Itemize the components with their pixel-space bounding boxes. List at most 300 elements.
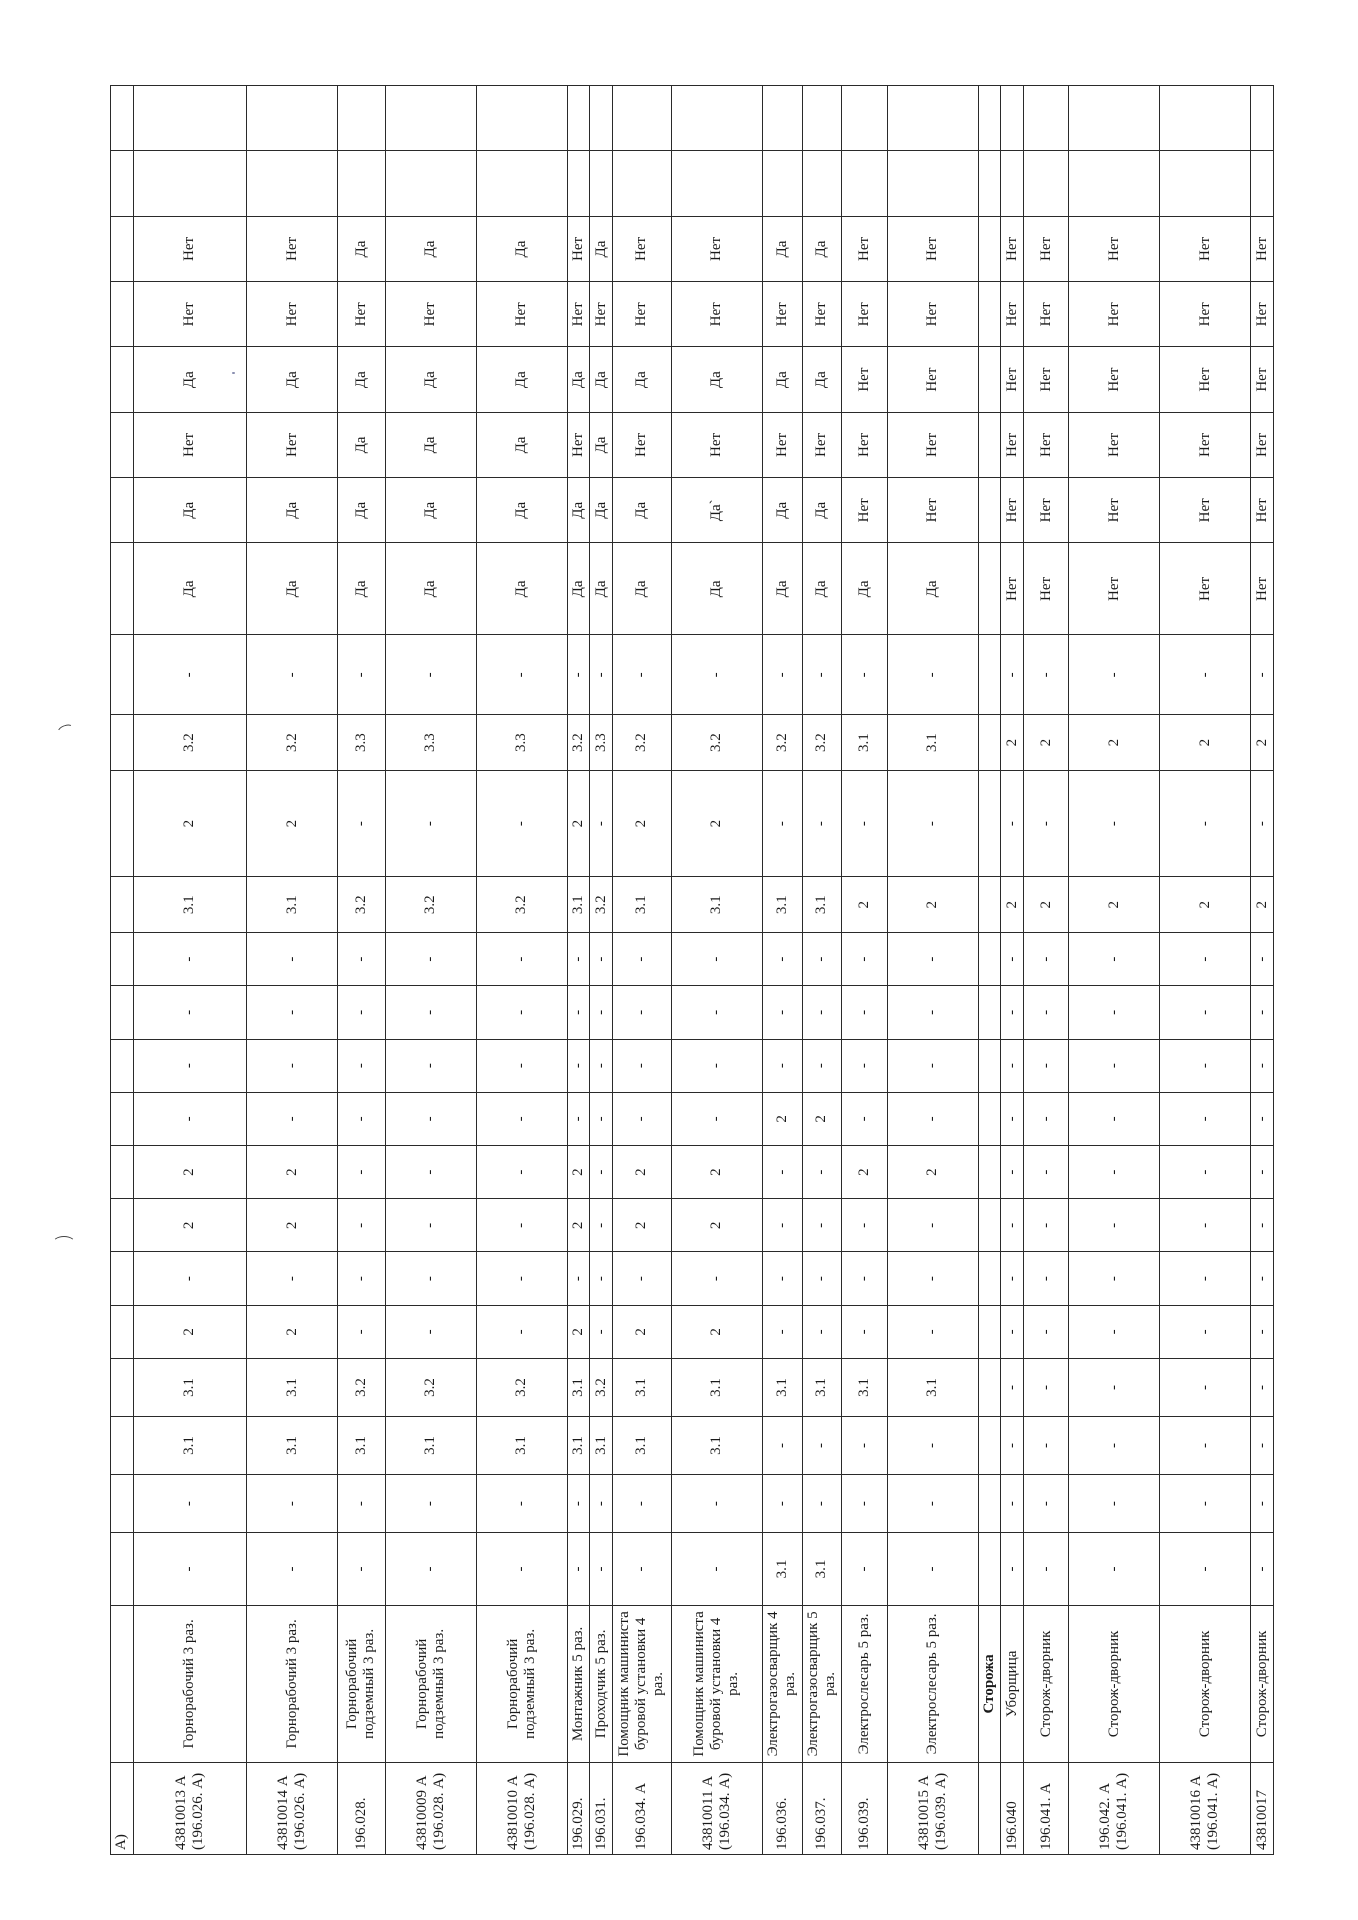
table-cell: - [1001, 1417, 1024, 1475]
table-cell: - [1024, 635, 1069, 715]
table-cell: Нет [1024, 412, 1069, 477]
table-cell: - [1160, 1092, 1251, 1145]
table-cell: Да [612, 347, 671, 412]
table-cell [111, 1475, 134, 1533]
table-cell: 3.3 [590, 715, 613, 771]
table-cell: 2 [612, 1305, 671, 1358]
table-cell: - [1024, 986, 1069, 1039]
table-cell: - [338, 1475, 386, 1533]
table-cell: Да [338, 543, 386, 635]
table-cell: - [133, 1533, 247, 1606]
rotated-table-wrapper [110, 85, 1274, 1855]
table-cell: - [1069, 1305, 1160, 1358]
table-cell: - [1001, 1145, 1024, 1198]
table-cell: - [385, 1475, 476, 1533]
table-cell: Нет [762, 412, 802, 477]
table-cell: Нет [887, 347, 978, 412]
table-cell [111, 715, 134, 771]
table-cell: - [1069, 1417, 1160, 1475]
table-cell [978, 1358, 1001, 1416]
table-cell: 3.1 [133, 877, 247, 933]
table-cell: - [567, 1533, 590, 1606]
table-cell: Да [385, 412, 476, 477]
table-cell [978, 347, 1001, 412]
table-cell [978, 986, 1001, 1039]
table-cell [802, 86, 842, 152]
table-cell: Да` [671, 478, 762, 543]
table-cell: Да [802, 347, 842, 412]
table-cell: Да [567, 478, 590, 543]
table-cell: - [842, 1252, 887, 1305]
table-cell: Нет [1251, 347, 1274, 412]
table-cell: 3.1 [247, 1358, 338, 1416]
table-cell: - [338, 770, 386, 876]
table-cell: Да [671, 347, 762, 412]
table-cell [762, 86, 802, 152]
table-cell: 3.3 [385, 715, 476, 771]
table-cell: 3.1 [567, 1358, 590, 1416]
table-cell: 3.2 [802, 715, 842, 771]
scan-mark [55, 722, 76, 739]
row-job-title: Проходчик 5 раз. [590, 1605, 613, 1762]
table-cell: - [1024, 1039, 1069, 1092]
table-row [887, 86, 978, 1855]
table-cell [842, 151, 887, 216]
table-cell: - [802, 1475, 842, 1533]
table-cell: - [1251, 1358, 1274, 1416]
table-cell: - [842, 986, 887, 1039]
table-cell: - [1160, 1305, 1251, 1358]
row-job-title: Электрогазосварщик 4 раз. [762, 1605, 802, 1762]
table-cell [111, 1252, 134, 1305]
table-cell: - [1001, 933, 1024, 986]
table-cell: - [1001, 635, 1024, 715]
row-code: 43810010 А (196.028. А) [476, 1763, 567, 1855]
table-cell: Да [842, 543, 887, 635]
table-cell: Да [133, 543, 247, 635]
table-cell: Нет [1069, 347, 1160, 412]
table-cell: 3.2 [338, 1358, 386, 1416]
table-cell: - [1024, 770, 1069, 876]
row-code: 196.041. А [1024, 1763, 1069, 1855]
table-cell: Нет [247, 216, 338, 281]
table-cell: - [476, 1092, 567, 1145]
table-cell: Да [887, 543, 978, 635]
table-cell: Да [385, 347, 476, 412]
table-cell: - [612, 635, 671, 715]
table-cell: - [1001, 1092, 1024, 1145]
table-cell: - [590, 1039, 613, 1092]
table-cell: - [762, 1039, 802, 1092]
table-cell: - [842, 770, 887, 876]
table-cell: - [1160, 770, 1251, 876]
table-cell: - [590, 1475, 613, 1533]
table-cell: - [1160, 1358, 1251, 1416]
table-cell [978, 635, 1001, 715]
table-cell: - [1160, 1417, 1251, 1475]
table-cell [111, 1039, 134, 1092]
table-cell: - [612, 1475, 671, 1533]
table-cell: 2 [887, 1145, 978, 1198]
table-cell: - [1251, 1417, 1274, 1475]
table-row [1160, 86, 1251, 1855]
table-cell: - [1160, 1039, 1251, 1092]
table-cell: - [762, 1475, 802, 1533]
table-cell: - [476, 933, 567, 986]
table-cell: Да [385, 216, 476, 281]
table-cell [133, 151, 247, 216]
table-cell: - [247, 1475, 338, 1533]
table-cell: 2 [802, 1092, 842, 1145]
row-code: 43810013 А (196.026. А) [133, 1763, 247, 1855]
table-cell [567, 151, 590, 216]
table-cell: - [1001, 1305, 1024, 1358]
table-cell: Нет [1024, 216, 1069, 281]
table-cell: - [1001, 770, 1024, 876]
table-cell: - [338, 1533, 386, 1606]
table-cell: Нет [385, 282, 476, 347]
table-cell: Нет [887, 412, 978, 477]
table-cell [978, 543, 1001, 635]
table-cell [978, 478, 1001, 543]
table-cell: Да [567, 347, 590, 412]
table-cell: Нет [1251, 216, 1274, 281]
table-cell [978, 1533, 1001, 1606]
table-cell [978, 1039, 1001, 1092]
scan-mark [52, 1236, 76, 1252]
table-cell: - [802, 1199, 842, 1252]
table-row [338, 86, 386, 1855]
table-cell [887, 151, 978, 216]
table-cell: - [1251, 1039, 1274, 1092]
table-cell: - [567, 1092, 590, 1145]
table-cell: - [476, 986, 567, 1039]
table-cell: - [762, 1417, 802, 1475]
table-cell: 3.1 [133, 1417, 247, 1475]
table-cell: Нет [133, 282, 247, 347]
table-cell: - [567, 1039, 590, 1092]
row-code: 196.037. [802, 1763, 842, 1855]
table-cell: - [1024, 1199, 1069, 1252]
row-job-title: Монтажник 5 раз. [567, 1605, 590, 1762]
table-cell: - [338, 1199, 386, 1252]
table-cell [111, 933, 134, 986]
table-cell [1251, 86, 1274, 152]
table-cell: Нет [842, 282, 887, 347]
table-cell: Нет [567, 216, 590, 281]
table-cell [111, 282, 134, 347]
table-cell: Нет [1069, 216, 1160, 281]
table-cell: - [842, 1199, 887, 1252]
table-cell [887, 86, 978, 152]
table-cell: Нет [1069, 412, 1160, 477]
table-cell: - [842, 933, 887, 986]
table-cell: 2 [247, 770, 338, 876]
table-cell: - [1024, 1092, 1069, 1145]
table-cell: Нет [1001, 282, 1024, 347]
table-cell: - [612, 986, 671, 1039]
table-cell: Да [338, 347, 386, 412]
table-cell: Нет [1001, 543, 1024, 635]
table-cell: Нет [612, 282, 671, 347]
table-cell: 2 [1251, 715, 1274, 771]
table-cell: - [385, 986, 476, 1039]
row-code: 196.042. А (196.041. А) [1069, 1763, 1160, 1855]
table-cell: - [338, 933, 386, 986]
table-cell: Нет [1024, 282, 1069, 347]
table-cell: Да [247, 543, 338, 635]
table-cell: - [887, 933, 978, 986]
row-code: 196.036. [762, 1763, 802, 1855]
row-job-title: Помощник машиниста буровой установки 4 раз. [671, 1605, 762, 1762]
table-cell: Да [590, 543, 613, 635]
row-job-title [111, 1605, 134, 1762]
table-cell: - [567, 1252, 590, 1305]
table-cell: - [671, 933, 762, 986]
table-body [111, 86, 1274, 1855]
table-cell [1160, 86, 1251, 152]
table-cell: 3.2 [612, 715, 671, 771]
table-cell [978, 1092, 1001, 1145]
table-cell [111, 412, 134, 477]
table-cell: Да [247, 478, 338, 543]
table-cell: - [133, 635, 247, 715]
table-cell: 2 [133, 1305, 247, 1358]
table-cell [1001, 151, 1024, 216]
row-code: 43810015 А (196.039. А) [887, 1763, 978, 1855]
table-cell: - [762, 933, 802, 986]
table-cell: - [842, 1417, 887, 1475]
table-cell: - [476, 1252, 567, 1305]
table-cell: - [133, 1252, 247, 1305]
row-code: 196.029. [567, 1763, 590, 1855]
row-job-title: Горнорабочий подземный 3 раз. [338, 1605, 386, 1762]
table-cell: - [1001, 1252, 1024, 1305]
table-cell: Да [133, 478, 247, 543]
table-cell: 3.1 [887, 715, 978, 771]
table-cell: - [247, 986, 338, 1039]
table-cell: - [476, 770, 567, 876]
table-cell: 2 [887, 877, 978, 933]
table-cell: - [1001, 1533, 1024, 1606]
table-cell: 2 [247, 1199, 338, 1252]
table-cell [111, 347, 134, 412]
table-cell: 3.1 [802, 877, 842, 933]
table-row [1069, 86, 1160, 1855]
table-cell: Нет [1001, 412, 1024, 477]
table-cell: 2 [842, 877, 887, 933]
table-cell: - [1251, 635, 1274, 715]
table-row [476, 86, 567, 1855]
table-cell: - [1001, 1358, 1024, 1416]
table-cell: - [1251, 1199, 1274, 1252]
row-job-title: Электрослесарь 5 раз. [887, 1605, 978, 1762]
section-heading: Сторожа [978, 1605, 1001, 1762]
table-cell: Нет [612, 412, 671, 477]
table-cell: - [802, 1417, 842, 1475]
table-cell: Да [476, 543, 567, 635]
table-cell: Нет [1160, 412, 1251, 477]
table-cell: - [133, 1475, 247, 1533]
table-cell: - [385, 1199, 476, 1252]
table-cell [385, 151, 476, 216]
table-cell: 2 [1251, 877, 1274, 933]
table-cell: - [567, 933, 590, 986]
table-cell: Нет [338, 282, 386, 347]
table-cell: - [671, 1252, 762, 1305]
table-cell: Да [802, 216, 842, 281]
table-row [1024, 86, 1069, 1855]
table-cell: - [1001, 1199, 1024, 1252]
table-cell: Нет [887, 282, 978, 347]
table-cell: - [590, 1252, 613, 1305]
table-cell: Нет [842, 347, 887, 412]
table-cell: Да [802, 478, 842, 543]
table-cell: Нет [842, 216, 887, 281]
table-row [802, 86, 842, 1855]
table-cell: Нет [887, 478, 978, 543]
table-cell: Нет [802, 412, 842, 477]
table-cell: 3.1 [671, 1417, 762, 1475]
table-cell: - [1024, 1475, 1069, 1533]
table-cell [111, 478, 134, 543]
table-cell: - [1069, 1358, 1160, 1416]
table-cell: - [385, 635, 476, 715]
table-cell [978, 282, 1001, 347]
table-cell [1160, 151, 1251, 216]
table-cell [567, 86, 590, 152]
table-cell: - [476, 635, 567, 715]
table-cell: Нет [1251, 478, 1274, 543]
table-cell: Нет [1160, 478, 1251, 543]
table-cell: - [887, 1199, 978, 1252]
table-cell [612, 86, 671, 152]
table-cell [385, 86, 476, 152]
table-cell: 3.1 [671, 1358, 762, 1416]
table-cell: Нет [612, 216, 671, 281]
table-cell: Нет [1160, 282, 1251, 347]
row-code: 196.034. А [612, 1763, 671, 1855]
table-cell: 2 [1001, 715, 1024, 771]
table-cell: 3.2 [338, 877, 386, 933]
table-cell [1024, 151, 1069, 216]
table-cell: Да [385, 543, 476, 635]
table-cell [978, 1305, 1001, 1358]
table-row [111, 86, 134, 1855]
table-row [762, 86, 802, 1855]
table-cell: 2 [671, 1199, 762, 1252]
table-cell: - [1024, 1252, 1069, 1305]
row-job-title: Сторож-дворник [1251, 1605, 1274, 1762]
table-cell: Нет [567, 412, 590, 477]
table-cell: Да [671, 543, 762, 635]
table-cell [111, 216, 134, 281]
table-cell: - [247, 1039, 338, 1092]
table-cell [111, 986, 134, 1039]
table-cell: - [133, 1039, 247, 1092]
table-cell: 3.1 [612, 1358, 671, 1416]
table-cell: 2 [247, 1145, 338, 1198]
table-cell: - [385, 770, 476, 876]
table-cell: - [476, 1145, 567, 1198]
table-cell: - [1001, 1039, 1024, 1092]
table-cell: - [385, 1252, 476, 1305]
table-cell: Да [590, 478, 613, 543]
table-row [671, 86, 762, 1855]
row-code: 196.040 [1001, 1763, 1024, 1855]
table-cell: 2 [1024, 877, 1069, 933]
row-code [978, 1763, 1001, 1855]
table-cell: - [612, 1039, 671, 1092]
table-cell [671, 151, 762, 216]
table-cell: Да [590, 347, 613, 412]
table-cell: 2 [762, 1092, 802, 1145]
table-cell: 3.3 [476, 715, 567, 771]
table-cell: 3.3 [338, 715, 386, 771]
table-cell: 3.1 [671, 877, 762, 933]
table-cell: - [133, 986, 247, 1039]
table-cell: - [1024, 1417, 1069, 1475]
table-cell: Нет [567, 282, 590, 347]
table-cell: Нет [133, 216, 247, 281]
table-cell: - [762, 1199, 802, 1252]
table-cell [1069, 151, 1160, 216]
table-cell [978, 1475, 1001, 1533]
table-cell: - [887, 986, 978, 1039]
table-cell: - [1251, 1475, 1274, 1533]
table-cell: Нет [247, 412, 338, 477]
table-cell [978, 412, 1001, 477]
table-cell: Нет [247, 282, 338, 347]
table-cell: Да [476, 478, 567, 543]
working-conditions-table [110, 85, 1274, 1855]
table-cell: - [842, 1305, 887, 1358]
table-cell: - [476, 1475, 567, 1533]
table-cell: - [1251, 986, 1274, 1039]
table-cell: - [1001, 1475, 1024, 1533]
table-cell: - [887, 1475, 978, 1533]
table-cell: 3.2 [590, 1358, 613, 1416]
table-row [247, 86, 338, 1855]
table-cell [978, 877, 1001, 933]
table-cell: - [385, 1092, 476, 1145]
table-cell: - [338, 1039, 386, 1092]
table-cell: - [842, 1092, 887, 1145]
table-cell: - [612, 1252, 671, 1305]
table-cell: - [247, 1252, 338, 1305]
table-cell: - [802, 1252, 842, 1305]
table-cell [978, 715, 1001, 771]
table-cell: - [842, 1475, 887, 1533]
table-cell: Нет [762, 282, 802, 347]
table-cell: Да [762, 216, 802, 281]
table-cell: - [762, 986, 802, 1039]
table-cell [338, 151, 386, 216]
table-cell: Да [338, 216, 386, 281]
table-cell: - [1024, 933, 1069, 986]
table-cell [1024, 86, 1069, 152]
table-cell: 3.2 [671, 715, 762, 771]
table-cell: 2 [567, 1145, 590, 1198]
table-cell: 2 [671, 1145, 762, 1198]
table-cell: 3.1 [133, 1358, 247, 1416]
table-cell: - [1251, 1305, 1274, 1358]
table-cell: - [612, 1533, 671, 1606]
table-row [1251, 86, 1274, 1855]
table-cell: - [385, 1533, 476, 1606]
table-row [133, 86, 247, 1855]
table-cell: - [1160, 1252, 1251, 1305]
